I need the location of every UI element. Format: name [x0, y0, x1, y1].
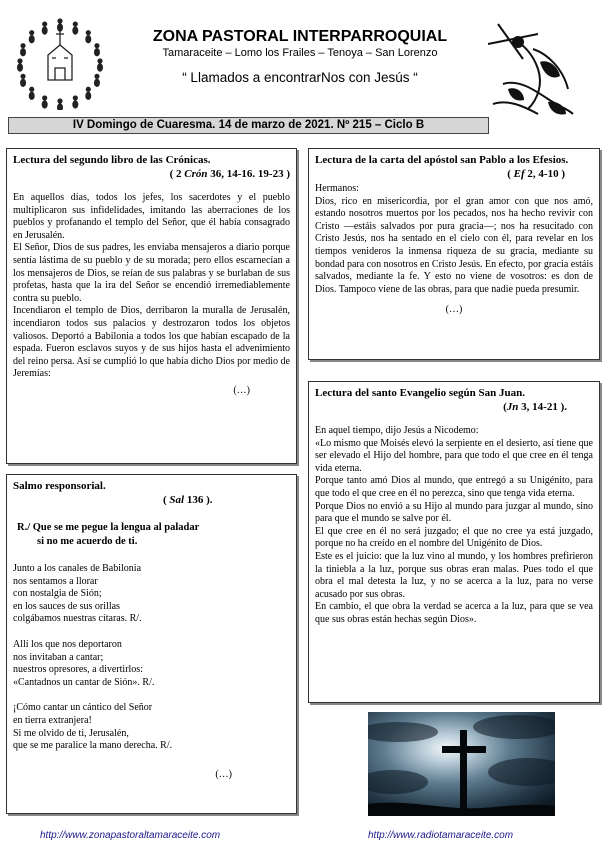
psalm-reference: ( Sal 136 ). — [163, 494, 213, 506]
motto: “ Llamados a encontrarNos con Jesús “ — [182, 70, 418, 85]
second-reading-paragraph: Hermanos: — [315, 183, 359, 194]
continued-mark: (…) — [215, 768, 232, 780]
issue-info-bar: IV Domingo de Cuaresma. 14 de marzo de 2021. Nº 215 – Ciclo B — [8, 117, 489, 134]
cross-sky-photo — [368, 712, 555, 816]
psalm-box — [6, 474, 297, 814]
second-reading-paragraph: Dios, rico en misericordia, por el gran amor con que nos amó, estando nosotros muertos por los pecados, nos ha hecho revivir con Cristo —estáis salvados por pura gracia—; nos ha resucitado con Cristo Jesús, nos ha sentado en el cielo con él, para revelar en los tiempos venideros la inmensa riqueza de su gracia, mediante su bondad para con nosotros en Cristo Jesús. En efecto, por gracia estáis salvados, mediante la fe. Y esto no viene de vosotros: es don de Dios. Tampoco viene de las obras, para que nadie pueda presumir. — [315, 195, 593, 295]
psalm-line: ¡Cómo cantar un cántico del Señor — [13, 702, 153, 714]
first-reading-box — [6, 148, 297, 464]
psalm-line: nuestros opresores, a divertirlos: — [13, 664, 143, 676]
gospel-paragraph: «Lo mismo que Moisés elevó la serpiente en el desierto, así tiene que ser elevado el Hijo del hombre, para que todo el que cree en él tenga vida eterna. — [315, 437, 593, 474]
gospel-paragraph: Porque tanto amó Dios al mundo, que entregó a su Unigénito, para que todo el que cree en él no perezca, sino que tenga vida eterna. — [315, 475, 593, 499]
psalm-line: nos sentamos a llorar — [13, 575, 98, 587]
first-reading-reference: ( 2 Crón 36, 14-16. 19-23 ) — [169, 168, 290, 180]
psalm-line: que se me paralice la mano derecha. R/. — [13, 740, 173, 752]
website-link-zone[interactable]: http://www.zonapastoraltamaraceite.com — [40, 830, 221, 841]
psalm-line: con nostalgia de Sión; — [13, 588, 102, 600]
parishes-subtitle: Tamaraceite – Lomo los Frailes – Tenoya – San Lorenzo — [162, 47, 438, 59]
psalm-line: nos invitaban a cantar; — [13, 651, 104, 663]
gospel-paragraph: En aquel tiempo, dijo Jesús a Nicodemo: — [315, 425, 479, 436]
psalm-line: en los sauces de sus orillas — [13, 600, 120, 612]
psalm-line: en tierra extranjera! — [13, 714, 92, 726]
continued-mark: (…) — [445, 304, 463, 316]
website-link-radio[interactable]: http://www.radiotamaraceite.com — [368, 830, 514, 841]
first-reading-paragraph: Incendiaron el templo de Dios, derribaron la muralla de Jerusalén, incendiaron todos sus palacios y destrozaron todos los objetos valiosos. Deportó a Babilonia a todos los que habían escapado de la espada. Fueron esclavos suyos y de sus hijos hasta el advenimiento del reino persa. Así se cumplió lo que había dicho Dios por medio de Jeremías: — [13, 305, 290, 380]
psalm-line: Allí los que nos deportaron — [13, 638, 122, 650]
gospel-paragraph: El que cree en él no será juzgado; el que no cree ya está juzgado, porque no ha creído en el nombre del Unigénito de Dios. — [315, 525, 593, 550]
psalm-title: Salmo responsorial. — [13, 480, 106, 492]
continued-mark: (…) — [233, 384, 250, 396]
gospel-reference: (Jn 3, 14-21 ). — [503, 401, 567, 413]
crucifixion-drawing — [478, 14, 578, 124]
gospel-title: Lectura del santo Evangelio según San Juan. — [315, 387, 525, 399]
psalm-line: «Cantadnos un cantar de Sión». R/. — [13, 676, 155, 688]
psalm-line: Junto a los canales de Babilonia — [13, 563, 142, 574]
second-reading-title: Lectura de la carta del apóstol san Pablo a los Efesios. — [315, 154, 569, 166]
first-reading-paragraph: En aquellos días, todos los jefes, los sacerdotes y el pueblo multiplicaron sus infidelidades, imitando las aberraciones de los pueblos y profanando el templo del Señor, que él había consagrado en Jerusalén. — [13, 192, 290, 241]
second-reading-box — [308, 148, 600, 360]
psalm-line: Si me olvido de ti, Jerusalén, — [13, 727, 129, 739]
first-reading-title: Lectura del segundo libro de las Crónicas. — [13, 154, 211, 166]
psalm-response: R./ Que se me pegue la lengua al paladar si no me acuerdo de ti. — [17, 522, 200, 547]
first-reading-paragraph: El Señor, Dios de sus padres, les enviaba mensajeros a diario porque sentía lástima de su pueblo y de su morada; pero ellos escarnecían a los mensajeros de Dios, se reían de sus palabras y se burlaban de sus profetas, hasta que la ira del Señor se encendió irremediablemente contra su pueblo. — [13, 242, 290, 304]
psalm-line: colgábamos nuestras cítaras. R/. — [13, 613, 142, 625]
gospel-paragraph: Este es el juicio: que la luz vino al mundo, y los hombres prefirieron la tiniebla a la luz, porque sus obras eran malas. Pues todo el que obra el mal detesta la luz, y no se acerca a la luz, para no verse acusado por sus obras. — [315, 550, 593, 600]
gospel-paragraph: En cambio, el que obra la verdad se acerca a la luz, para que se vea que sus obras están hechas según Dios». — [315, 601, 593, 625]
gospel-paragraph: Porque Dios no envió a su Hijo al mundo para juzgar al mundo, sino para que el mundo se salve por él. — [315, 500, 593, 525]
gospel-box — [308, 381, 600, 703]
zone-title: ZONA PASTORAL INTERPARROQUIAL — [152, 28, 448, 45]
church-people-circle-logo — [8, 10, 108, 110]
second-reading-reference: ( Ef 2, 4-10 ) — [507, 168, 565, 180]
